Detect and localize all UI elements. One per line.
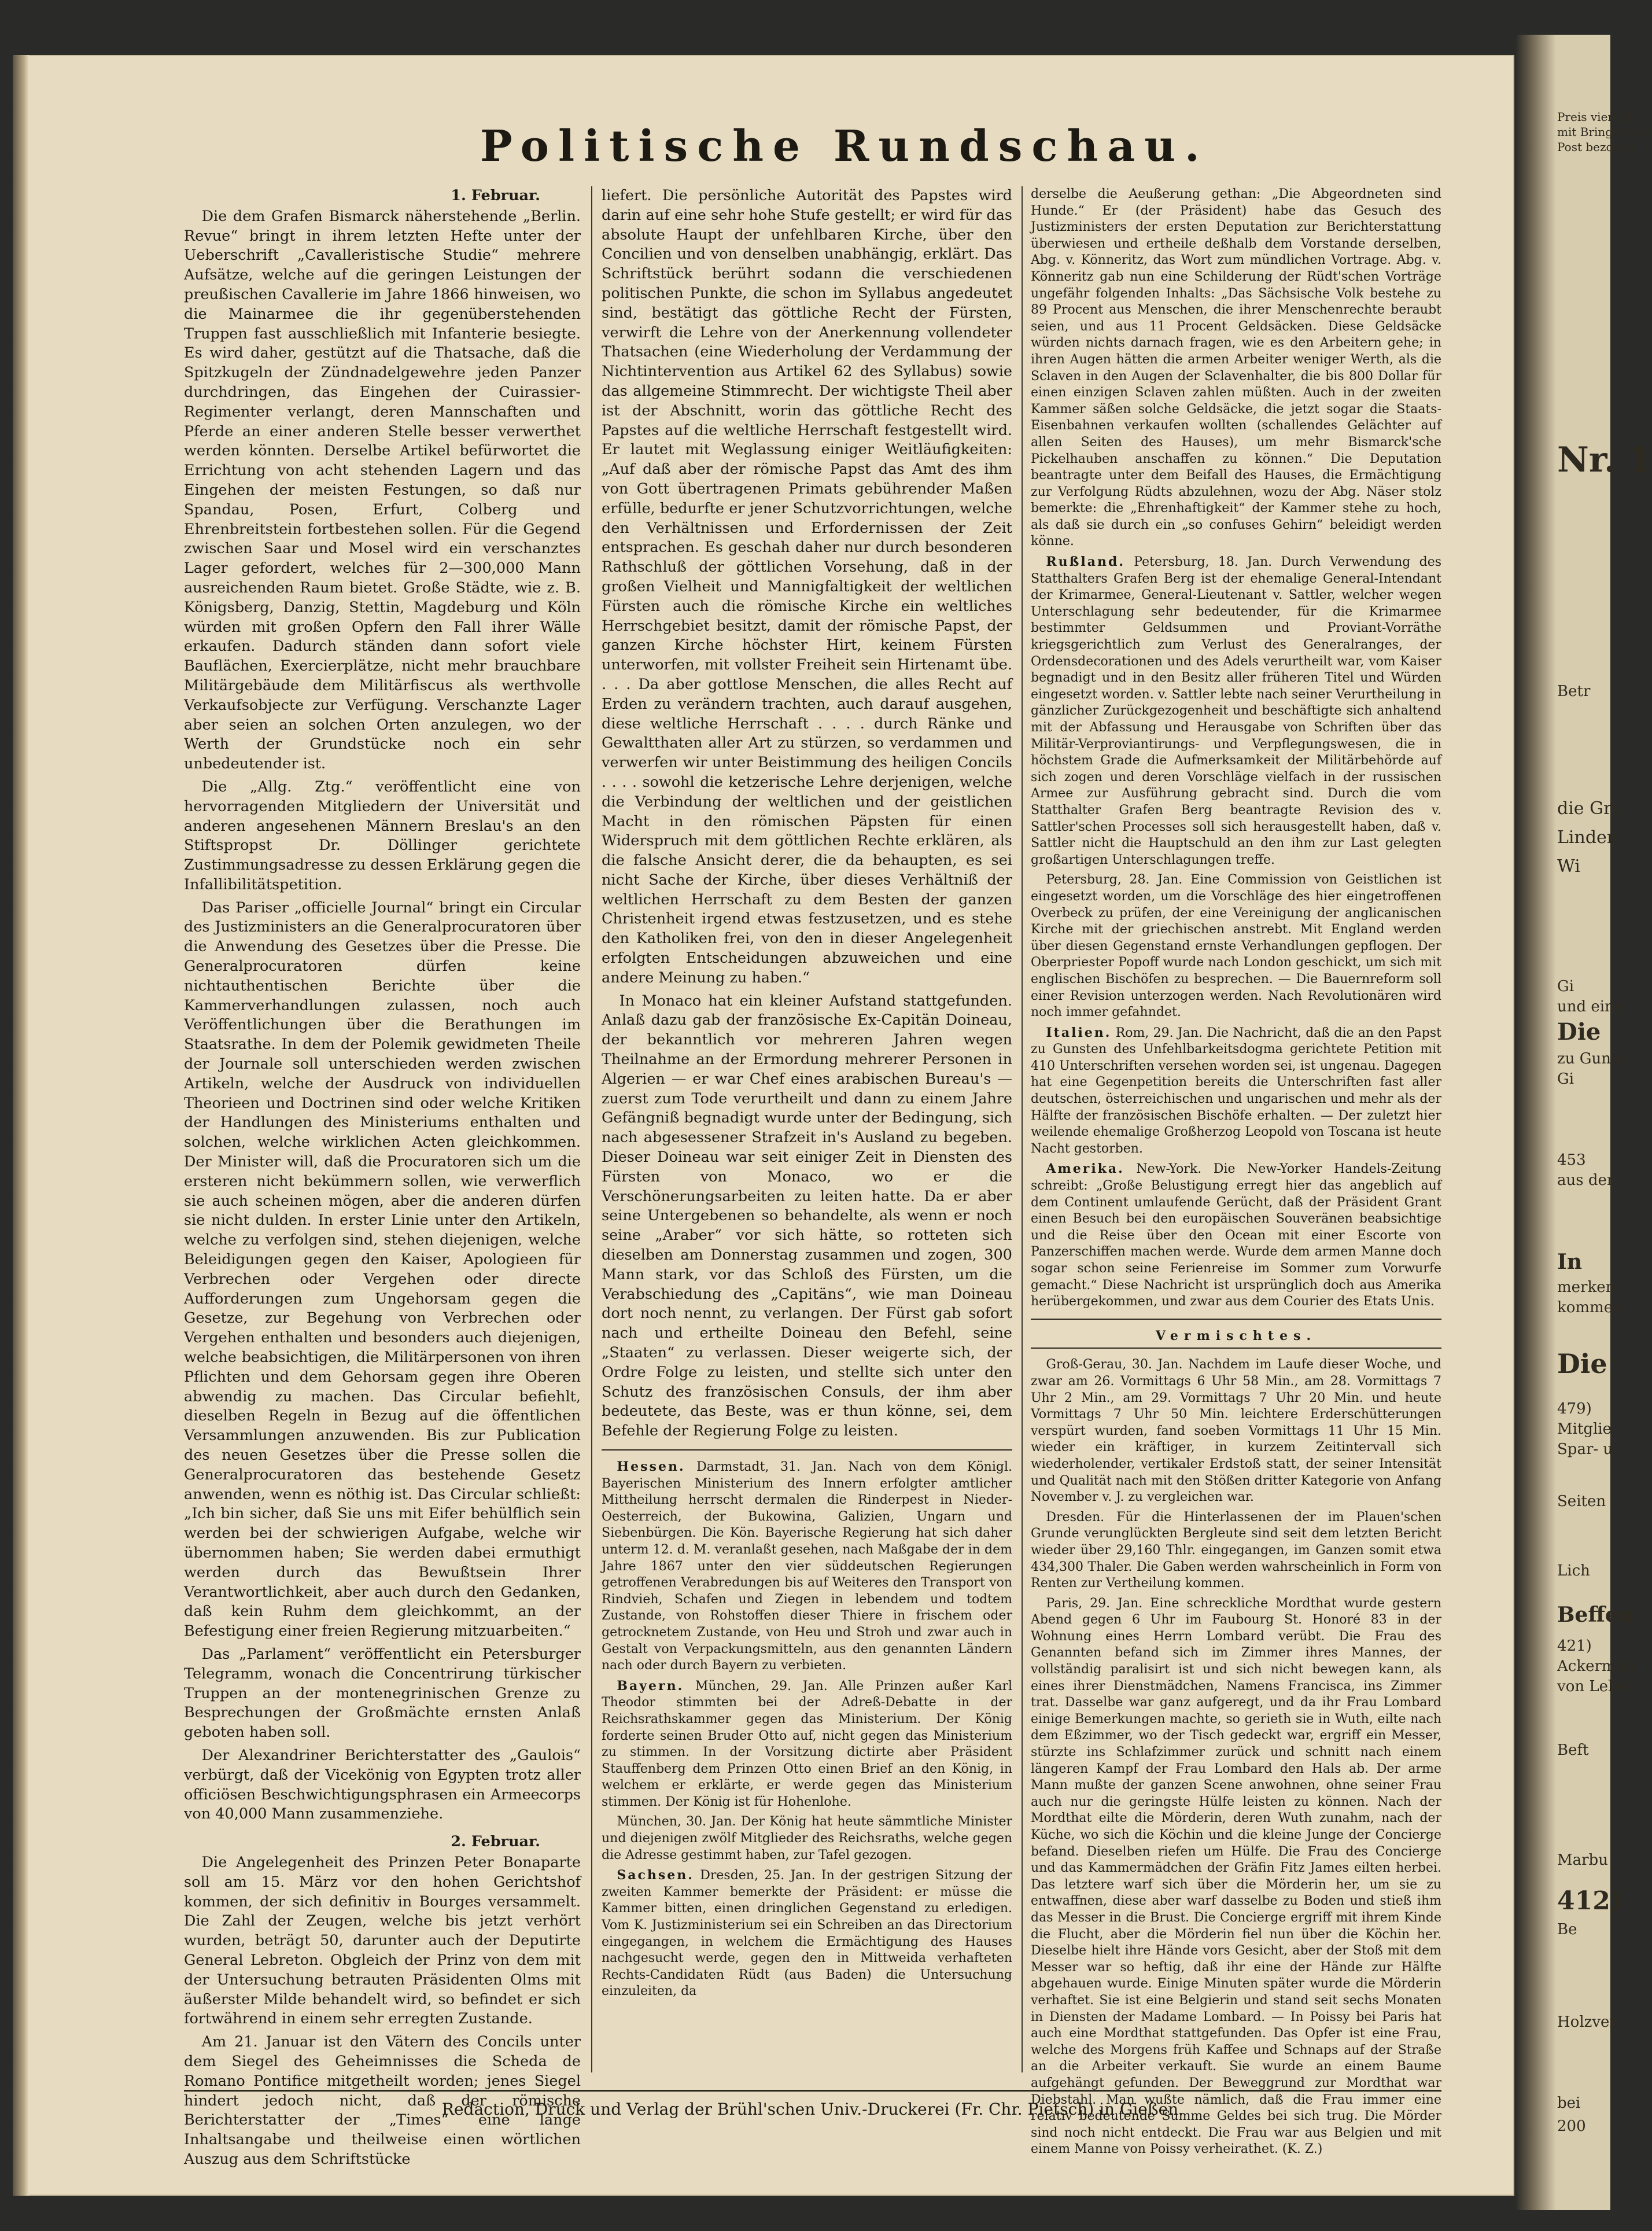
section-label: Italien. bbox=[1046, 1025, 1112, 1040]
section-label: Hessen. bbox=[617, 1459, 685, 1474]
adjacent-fragment: Wi bbox=[1557, 856, 1580, 877]
adjacent-fragment: Gi bbox=[1557, 978, 1574, 995]
adjacent-page-edge bbox=[1515, 35, 1652, 2210]
article-paragraph: Das „Parlament“ veröffentlicht ein Petersburger Telegramm, wonach die Concentrirung türkischer Truppen an der montenegrinischen Grenze zu Besprechungen der Großmächte ernsten Anlaß geboten haben soll. bbox=[184, 1645, 581, 1742]
adjacent-fragment: Die bbox=[1557, 1018, 1601, 1045]
adjacent-fragment: 421) bbox=[1557, 1637, 1592, 1655]
article-paragraph: Das Pariser „officielle Journal“ bringt ein Circular des Justizministers an die Generalprocuratoren über die Anwendung des Gesetzes über die Presse. Die Generalprocuratoren dürfen keine nichtauthentischen Berichte über die Kammerverhandlungen zulassen, noch auch Veröffentlichungen über die Berathungen im Staatsrathe. In dem der Polemik gewidmeten Theile der Journale soll unterschieden werden zwischen Artikeln, welche der Ausdruck von individuellen Theorieen und Doctrinen sind oder welche Kritiken der Handlungen des Ministeriums enthalten und solchen, welche wirklichen Acten gleichkommen. Der Minister will, daß die Procuratoren sich um die ersteren nicht bekümmern sollen, wie verwerflich sie auch scheinen mögen, aber die anderen dürfen sie nicht dulden. In erster Linie unter den Artikeln, welche zu verfolgen sind, stehen diejenigen, welche Beleidigungen gegen den Kaiser, Apologieen für Verbrechen oder Vergehen oder directe Aufforderungen zum Ungehorsam gegen die Gesetze, zur Begehung von Verbrechen oder Vergehen enthalten und besonders auch diejenigen, welche beabsichtigen, die Militärpersonen von ihren Pflichten und dem Gehorsam gegen ihre Oberen abwendig zu machen. Das Circular befiehlt, dieselben Regeln in Bezug auf die öffentlichen Versammlungen anzuwenden. Bis zur Publication des neuen Gesetzes über die Presse sollen die Generalprocuratoren das bestehende Gesetz anwenden, wenn es nöthig ist. Das Circular schließt: „Ich bin sicher, daß Sie uns mit Eifer behülflich sein werden bei der schwierigen Aufgabe, welche wir übernommen haben; Sie werden dabei ermuthigt werden durch das Bewußtsein Ihrer Verantwortlichkeit, aber auch durch den Gedanken, daß kein Ruhm dem gleichkommt, an der Befestigung einer freien Regierung mitzuarbeiten.“ bbox=[184, 899, 581, 1640]
article-paragraph: In Monaco hat ein kleiner Aufstand stattgefunden. Anlaß dazu gab der französische Ex-Capitän Doineau, der bekanntlich vor mehreren Jahren wegen Theilnahme an der Ermordung mehrerer Personen in Algerien — er war Chef eines arabischen Bureau's — zuerst zum Tode verurtheilt und dann zu einem Jahre Gefängniß begnadigt wurde unter der Bedingung, sich nach abgesessener Strafzeit in's Ausland zu begeben. Dieser Doineau war seit einiger Zeit in Diensten des Fürsten von Monaco, wo er die Verschönerungsarbeiten zu leiten hatte. Da er aber seine Untergebenen so behandelte, als wenn er noch seine „Araber“ vor sich hätte, so rotteten sich dieselben am Donnerstag zusammen und zogen, 300 Mann stark, vor das Schloß des Fürsten, um die Verabschiedung des „Capitäns“, wie man Doineau dort noch nennt, zu verlangen. Der Fürst gab sofort nach und ertheilte Doineau den Befehl, seine „Staaten“ zu verlassen. Dieser weigerte sich, der Ordre Folge zu leisten, und stellte sich unter den Schutz des französischen Consuls, der ihm aber bedeutete, das Beste, was er thun könne, sei, dem Befehle der Regierung Folge zu leisten. bbox=[602, 992, 1012, 1440]
adjacent-fragment: Mitglie bbox=[1557, 1420, 1612, 1438]
misc-item: Paris, 29. Jan. Eine schreckliche Mordthat wurde gestern Abend gegen 6 Uhr im Faubourg St. Honoré 83 in der Wohnung eines Herrn Lombard verübt. Die Frau des Genannten befand sich im Zimmer ihres Mannes, der vollständig paralisirt ist und sich nicht bewegen kann, als eines ihrer Dienstmädchen, Namens Francisca, ins Zimmer trat. Dasselbe war ganz aufgeregt, und da ihr Frau Lombard einige Bemerkungen machte, so gerieth sie in Wuth, eilte nach dem Eßzimmer, wo der Tisch gedeckt war, ergriff ein Messer, stürzte ins Schlafzimmer zurück und schnitt nach einem längeren Kampf der Frau Lombard den Hals ab. Der arme Mann mußte der ganzen Scene anwohnen, ohne seiner Frau auch nur die geringste Hülfe leisten zu können. Nach der Mordthat eilte die Mörderin, deren Wuth zunahm, nach der Küche, wo sich die Köchin und die kleine Junge der Concierge befand. Dieselben riefen um Hülfe. Die Frau des Concierge und das Kammermädchen der Gräfin Fitz James eilten herbei. Das letztere warf sich über die Mörderin her, um sie zu entwaffnen, diese aber warf dasselbe zu Boden und stieß ihm das Messer in die Brust. Die Concierge ergriff mit ihrem Kinde die Flucht, aber die Mörderin fiel nun über die Köchin her. Dieselbe hielt ihre Hände vors Gesicht, aber der Stoß mit dem Messer war so heftig, daß ihr eine der Hände zur Hälfte abgehauen wurde. Einige Minuten später wurde die Mörderin verhaftet. Sie ist eine Belgierin und stand seit sechs Monaten in Diensten der Madame Lombard. — In Poissy bei Paris hat auch eine Mordthat stattgefunden. Das Opfer ist eine Frau, welche des Morgens früh Kaffee und Schnaps auf der Straße an die Arbeiter verkauft. Sie wurde an einem Baume aufgehängt gefunden. Der Beweggrund zur Mordthat war Diebstahl. Man wußte nämlich, daß die Frau immer eine relativ bedeutende Summe Geldes bei sich trug. Die Mörder sind noch nicht entdeckt. Die Frau war aus Belgien und mit einem Manne von Poissy verheirathet. (K. Z.) bbox=[1031, 1596, 1441, 2157]
article-paragraph: Die dem Grafen Bismarck näherstehende „Berlin. Revue“ bringt in ihrem letzten Hefte unter der Ueberschrift „Cavalleristische Studie“ mehrere Aufsätze, welche auf die geringen Leistungen der preußischen Cavallerie im Jahre 1866 hinweisen, wo die Mainarmee die ihr gegenüberstehenden Truppen fast ausschließlich mit Infanterie besiegte. Es wird daher, gestützt auf die Thatsache, daß die Spitzkugeln der Zündnadelgewehre jeden Panzer durchdringen, das Eingehen der Cuirassier-Regimenter verlangt, deren Mannschaften und Pferde an einer anderen Stelle besser verwerthet werden könnten. Derselbe Artikel befürwortet die Errichtung von acht stehenden Lagern und das Eingehen der meisten Festungen, so daß nur Spandau, Posen, Erfurt, Colberg und Ehrenbreitstein fortbestehen sollen. Für die Gegend zwischen Saar und Mosel wird ein verschanztes Lager gefordert, welches für 2—300,000 Mann ausreichenden Raum bietet. Große Städte, wie z. B. Königsberg, Danzig, Stettin, Magdeburg und Köln würden mit großen Opfern den Fall ihrer Wälle erkaufen. Dadurch ständen dann sofort viele Bauflächen, Exercierplätze, nicht mehr brauchbare Militärgebäude dem Militärfiscus als werthvolle Verkaufsobjecte zur Verfügung. Verschanzte Lager aber seien an solchen Orten anzulegen, wo der Werth der Grundstücke noch ein sehr unbedeutender ist. bbox=[184, 207, 581, 773]
section-label: Bayern. bbox=[617, 1678, 684, 1694]
adjacent-fragment: Seiten bbox=[1557, 1493, 1606, 1510]
adjacent-fragment: aus der bbox=[1557, 1172, 1614, 1189]
adjacent-fragment: Ackerman bbox=[1557, 1658, 1635, 1675]
adjacent-fragment: Be bbox=[1557, 1921, 1577, 1938]
article-paragraph: Der Alexandriner Berichterstatter des „Gaulois“ verbürgt, daß der Vicekönig von Egypten trotz aller officiösen Beschwichtigungsphrasen ein Armeecorps von 40,000 Mann zusammenziehe. bbox=[184, 1746, 581, 1823]
adjacent-fragment: zu Gunst bbox=[1557, 1050, 1625, 1067]
adjacent-fragment: 479) bbox=[1557, 1400, 1592, 1418]
news-text: Rom, 29. Jan. Die Nachricht, daß die an den Papst zu Gunsten des Unfehlbarkeitsdogma gerichtete Petition mit 410 Unterschriften versehen worden sei, ist ungenau. Dagegen hat eine Gegenpetition bereits die Unterschriften fast aller deutschen, österreichischen und ungarischen und mehr als der Hälfte der französischen Bischöfe erhalten. — Der zuletzt hier weilende ehemalige Großherzog Leopold von Toscana ist heute Nacht gestorben. bbox=[1031, 1025, 1441, 1156]
news-item-russland-2: Petersburg, 28. Jan. Eine Commission von Geistlichen ist eingesetzt worden, um die Vorschläge des hier eingetroffenen Overbeck zu prüfen, der eine Vereinigung der anglicanischen Kirche mit der griechischen anstrebt. Mit England werden über diesen Gegenstand ernste Verhandlungen gepflogen. Der Oberpriester Popoff wurde nach London geschickt, um sich mit englischen Bischöfen zu besprechen. — Die Bauernreform soll einer Revision unterzogen werden. Nach Revolutionären wird noch immer gefahndet. bbox=[1031, 872, 1441, 1020]
adjacent-fragment: Linden bbox=[1557, 827, 1618, 848]
adjacent-fragment: Preis viertelj. bbox=[1557, 110, 1636, 124]
news-item-amerika bbox=[1031, 1161, 1441, 1310]
adjacent-fragment: Nr. 1 bbox=[1557, 440, 1652, 480]
imprint-footer: Redaction, Druck und Verlag der Brühl'schen Univ.-Druckerei (Fr. Chr. Pietsch) in Gießen. bbox=[184, 2090, 1441, 2126]
column-3 bbox=[1031, 186, 1441, 2157]
adjacent-fragment: Beffen bbox=[1557, 1603, 1633, 1627]
section-heading-vermischtes: Vermischtes. bbox=[1155, 1328, 1317, 1343]
adjacent-fragment: Betr bbox=[1557, 683, 1591, 700]
news-text: New-York. Die New-Yorker Handels-Zeitung schreibt: „Große Belustigung erregt hier das angeblich auf dem Continent umlaufende Gerücht, daß der Präsident Grant einen Besuch bei den europäischen Souveränen beabsichtige und die Reise über den Ocean mit einer Escorte von Panzerschiffen machen werde. Wurde dem armen Manne doch sogar schon seine Ferienreise im Sommer zum Vorwurfe gemacht.“ Diese Nachricht ist ursprünglich doch aus Amerika herübergekommen, und zwar aus dem Courier des Etats Unis. bbox=[1031, 1162, 1441, 1309]
adjacent-fragment: 453 bbox=[1557, 1151, 1586, 1169]
news-item-hessen bbox=[602, 1459, 1012, 1674]
news-item-sachsen bbox=[602, 1867, 1012, 2000]
news-text: Petersburg, 18. Jan. Durch Verwendung des Statthalters Grafen Berg ist der ehemalige General-Intendant der Krimarmee, General-Lieutenant v. Sattler, welcher wegen Unterschlagung sehr bedeutender, für die Krimarmee bestimmter Geldsummen und Proviant-Vorräthe kriegsgerichtlich zum Verlust des Generalranges, der Ordensdecorationen und des Adels verurtheilt war, vom Kaiser begnadigt und in den Besitz aller früheren Titel und Würden eingesetzt worden. v. Sattler lebte nach seiner Verurtheilung in gänzlicher Zurückgezogenheit und beschäftigte sich anhaltend mit der Abfassung und Herausgabe von Schriften über das Militär-Verproviantirungs- und Verpflegungswesen, die in höchstem Grade die Aufmerksamkeit der Militärbehörde auf sich zogen und deren Vorschläge vielfach in der russischen Armee zur Ausführung gebracht sind. Durch die vom Statthalter Grafen Berg beantragte Revision des v. Sattler'schen Processes soll sich herausgestellt haben, daß v. Sattler nicht die Hauptschuld an den ihm zur Last gelegten großartigen Unterschlagungen treffe. bbox=[1031, 555, 1441, 867]
adjacent-fragment: 412) bbox=[1557, 1886, 1623, 1916]
misc-item: Dresden. Für die Hinterlassenen der im Plauen'schen Grunde verunglückten Bergleute sind seit dem letzten Bericht wieder über 29,160 Thlr. eingegangen, im Ganzen somit etwa 434,300 Thaler. Die Gaben werden wahrscheinlich in Form von Renten zur Vertheilung kommen. bbox=[1031, 1510, 1441, 1591]
adjacent-fragment: von Lebe bbox=[1557, 1678, 1627, 1695]
article-paragraph: Die Angelegenheit des Prinzen Peter Bonaparte soll am 15. März vor den hohen Gerichtshof kommen, der sich definitiv in Bourges versammelt. Die Zahl der Zeugen, welche bis jetzt verhört wurden, beträgt 50, darunter auch der Deputirte General Lebreton. Obgleich der Prinz von dem mit der Untersuchung betrauten Präsidenten Olms mit äußerster Milde behandelt wird, so befindet er sich fortwährend in einem sehr erregten Zustande. bbox=[184, 1853, 581, 2028]
page-binding-shadow bbox=[13, 55, 29, 2196]
adjacent-fragment: die Gro bbox=[1557, 798, 1623, 819]
adjacent-fragment: Die bbox=[1557, 1348, 1607, 1379]
adjacent-fragment: merken bbox=[1557, 1279, 1616, 1296]
adjacent-fragment: bei bbox=[1557, 2094, 1581, 2112]
news-item-russland bbox=[1031, 554, 1441, 868]
adjacent-fragment: kommen bbox=[1557, 1299, 1623, 1316]
article-paragraph: liefert. Die persönliche Autorität des Papstes wird darin auf eine sehr hohe Stufe gestellt; er wird für das absolute Haupt der unfehlbaren Kirche, über den Concilien und von denselben unabhängig, erklärt. Das Schriftstück berührt sodann die verschiedenen politischen Punkte, die schon im Syllabus angedeutet sind, bestätigt das göttliche Recht der Fürsten, verwirft die Lehre von der Anerkennung vollendeter Thatsachen (eine Wiederholung der Verdammung der Nichtintervention aus Artikel 62 des Syllabus) sowie das allgemeine Stimmrecht. Der wichtigste Theil aber ist der Abschnitt, worin das göttliche Recht des Papstes auf die weltliche Herrschaft festgestellt wird. Er lautet mit Weglassung einiger Weitläufigkeiten: „Auf daß aber der römische Papst das Amt des ihm von Gott übertragenen Primats gebührender Maßen erfülle, bedurfte er jener Schutzvorrichtungen, welche den Verhältnissen und Erfordernissen der Zeit entsprachen. Es geschah daher nur durch besonderen Rathschluß der göttlichen Vorsehung, daß in der großen Vielheit und Mannigfaltigkeit der weltlichen Fürsten auch die römische Kirche ein weltliches Herrschgebiet besitzt, damit der römische Papst, der ganzen Kirche höchster Hirt, keinem Fürsten unterworfen, mit vollster Freiheit sein Hirtenamt übe. . . . Da aber gottlose Menschen, die alles Recht auf Erden zu verändern trachten, auch darauf ausgehen, diese weltliche Herrschaft . . . . durch Ränke und Gewaltthaten aller Art zu stürzen, so verdammen und verwerfen wir unter Beistimmung des heiligen Concils . . . . sowohl die ketzerische Lehre derjenigen, welche die Verbindung der weltlichen und der geistlichen Macht in den römischen Päpsten für einen Widerspruch mit dem göttlichen Rechte erklären, als die falsche Ansicht derer, die da behaupten, es sei nicht Sache der Kirche, über dieses Verhältniß der weltlichen Herrschaft zu dem Besten der ganzen Christenheit irgend etwas festzusetzen, und es stehe den Katholiken frei, von den in dieser Angelegenheit erfolgten Entscheidungen abzuweichen und eine andere Meinung zu haben.“ bbox=[602, 187, 1012, 986]
section-label: Amerika. bbox=[1046, 1161, 1124, 1177]
column-rule bbox=[1022, 186, 1023, 2072]
news-item-bayern bbox=[602, 1678, 1012, 1811]
section-divider bbox=[1031, 1348, 1441, 1349]
section-divider bbox=[1031, 1319, 1441, 1320]
section-label: Sachsen. bbox=[617, 1868, 694, 1883]
column-2 bbox=[602, 186, 1012, 2072]
dateline: 1. Februar. bbox=[451, 187, 540, 204]
adjacent-fragment: mit Bringerlohn bbox=[1557, 125, 1651, 139]
column-rule bbox=[591, 186, 592, 2072]
news-item-bayern-2: München, 30. Jan. Der König hat heute sämmtliche Minister und diejenigen zwölf Mitglieder des Reichsraths, welche gegen die Adresse gestimmt haben, zur Tafel gezogen. bbox=[602, 1814, 1012, 1862]
column-1 bbox=[184, 186, 581, 2168]
adjacent-fragment: Holzver bbox=[1557, 2013, 1617, 2031]
adjacent-fragment: 200 bbox=[1557, 2118, 1586, 2135]
news-item-italien bbox=[1031, 1025, 1441, 1158]
adjacent-page-fold bbox=[1515, 35, 1556, 2210]
dateline: 2. Februar. bbox=[451, 1833, 540, 1851]
adjacent-fragment: Lich bbox=[1557, 1562, 1590, 1580]
section-divider bbox=[602, 1449, 1012, 1450]
misc-item: Groß-Gerau, 30. Jan. Nachdem im Laufe dieser Woche, und zwar am 26. Vormittags 6 Uhr 58 Min., am 28. Vormittags 7 Uhr 2 Min., am 29. Vormittags 7 Uhr 20 Min. und heute Vormittags 7 Uhr 50 Min. leichtere Erderschütterungen verspürt wurden, fand soeben Vormittags 11 Uhr 15 Min. wieder ein kräftiger, in kurzem Zeitintervall sich wiederholender, vertikaler Erdstoß statt, der seiner Intensität und Qualität nach mit den Stößen dritter Kategorie von Anfang November v. J. zu vergleichen war. bbox=[1031, 1357, 1441, 1505]
news-text: Darmstadt, 31. Jan. Nach von dem Königl. Bayerischen Ministerium des Innern erfolgter amtlicher Mittheilung herrscht dermalen die Rinderpest in Nieder-Oesterreich, der Bukowina, Galizien, Ungarn und Siebenbürgen. Die Kön. Bayerische Regierung hat sich daher unterm 12. d. M. veranlaßt gesehen, nach Maßgabe der in dem Jahre 1867 unter den vier süddeutschen Regierungen getroffenen Verabredungen bis auf Weiteres den Transport von Rindvieh, Schafen und Ziegen in lebendem und todtem Zustande, von Rohstoffen dieser Thiere in frischem oder getrocknetem Zustande, von Heu und Stroh und zwar auch in Gestalt von Verpackungsmitteln, aus den genannten Ländern nach oder durch Bayern zu verbieten. bbox=[602, 1460, 1012, 1673]
article-paragraph: Am 21. Januar ist den Vätern des Concils unter dem Siegel des Geheimnisses die Scheda de Romano Pontifice mitgetheilt worden; jenes Siegel hindert jedoch nicht, daß der römische Berichterstatter der „Times“ eine lange Inhaltsangabe und theilweise einen wörtlichen Auszug aus dem Schriftstücke bbox=[184, 2033, 581, 2168]
adjacent-fragment: Gi bbox=[1557, 1070, 1574, 1088]
adjacent-fragment: und eine bbox=[1557, 998, 1624, 1015]
news-text: München, 29. Jan. Alle Prinzen außer Karl Theodor stimmten bei der Adreß-Debatte in der Reichsrathskammer gegen das Ministerium. Der König forderte seinen Bruder Otto auf, nicht gegen das Ministerium zu stimmen. In der Vorsitzung dictirte aber Präsident Stauffenberg dem Prinzen Otto einen Brief an den König, in welchem er erklärte, er werde gegen das Ministerium stimmen. Der König ist für Hohenlohe. bbox=[602, 1678, 1013, 1809]
news-text: Dresden, 25. Jan. In der gestrigen Sitzung der zweiten Kammer bemerkte der Präsident: er müsse die Kammer bitten, einen dringlichen Gegenstand zu erledigen. Vom K. Justizministerium sei ein Schreiben an das Directorium eingegangen, in welchem die Ermächtigung des Hauses nachgesucht werde, gegen den in Mittweida verhafteten Rechts-Candidaten Rüdt (aus Baden) die Untersuchung einzuleiten, da bbox=[602, 1868, 1012, 1999]
adjacent-fragment: Post bezogen bbox=[1557, 140, 1635, 154]
adjacent-fragment: Marbu bbox=[1557, 1851, 1608, 1869]
article-paragraph: Die „Allg. Ztg.“ veröffentlicht eine von hervorragenden Mitgliedern der Universität und anderen angesehenen Männern Breslau's an den Stiftspropst Dr. Döllinger gerichtete Zustimmungsadresse zu dessen Erklärung gegen die Infallibilitätspetition. bbox=[184, 778, 581, 893]
adjacent-fragment: Beft bbox=[1557, 1742, 1589, 1759]
page-headline: Politische Rundschau. bbox=[480, 122, 1209, 171]
adjacent-fragment: Spar- u bbox=[1557, 1441, 1613, 1458]
adjacent-fragment: In bbox=[1557, 1250, 1583, 1274]
news-item-sachsen-cont: derselbe die Aeußerung gethan: „Die Abgeordneten sind Hunde.“ Er (der Präsident) habe das Gesuch des Justizministers der ersten Deputation zur Berichterstattung überwiesen und ertheile deßhalb dem Vorstande derselben, Abg. v. Könneritz, das Wort zum mündlichen Vortrage. Abg. v. Könneritz gab nun eine Schilderung der Rüdt'schen Vorträge ungefähr folgenden Inhalts: „Das Sächsische Volk bestehe zu 89 Procent aus Menschen, die ihrer Menschenrechte beraubt seien, und aus 11 Procent Geldsäcken. Diese Geldsäcke würden nichts darnach fragen, wie es den Arbeitern gehe; in ihren Augen hätten die armen Arbeiter weniger Werth, als die Sclaven in den Augen der Sclavenhalter, die bis 800 Dollar für einen einzigen Sclaven zahlen müßten. Auch in der zweiten Kammer säßen solche Geldsäcke, die jetzt sogar die Staats-Eisenbahnen verkaufen wollten (schallendes Gelächter auf allen Seiten des Hauses), um mehr Bismarck'sche Pickelhauben anschaffen zu können.“ Die Deputation beantragte unter dem Beifall des Hauses, die Ermächtigung zur Verfolgung Rüdts abzulehnen, wozu der Abg. Näser stolz bemerkte: die „Ehrenhaftigkeit“ der Kammer stehe zu hoch, als daß sie durch ein „so confuses Gehirn“ beleidigt werden könne. bbox=[1031, 187, 1441, 549]
section-label: Rußland. bbox=[1046, 554, 1126, 570]
